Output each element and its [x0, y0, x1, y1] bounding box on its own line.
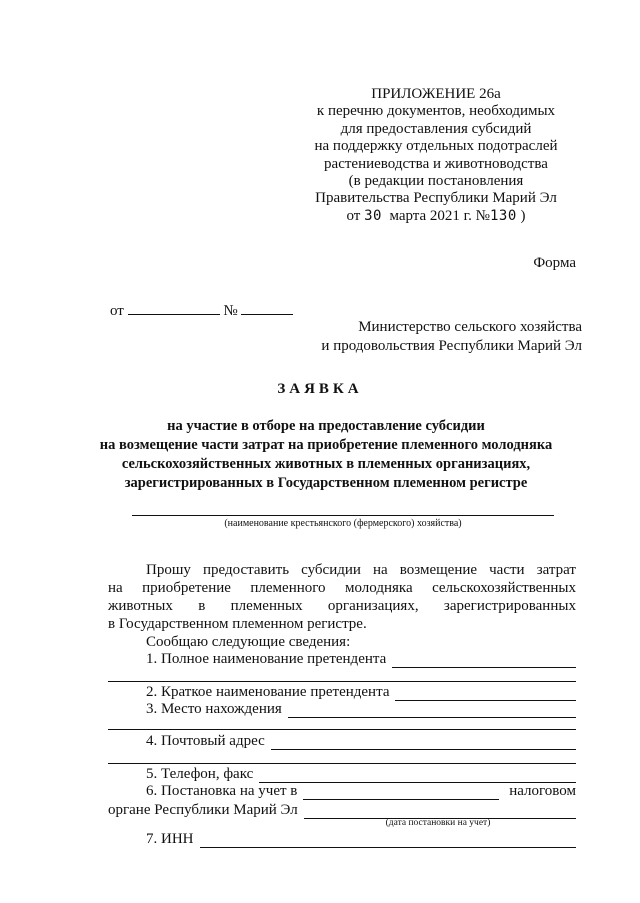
document-subtitle — [90, 417, 562, 493]
field-location — [108, 698, 576, 718]
number-blank[interactable] — [241, 302, 293, 315]
field-label: органе Республики Марий Эл — [108, 802, 298, 818]
registration-date-caption: (дата постановки на учет) — [385, 818, 491, 828]
word: племенных — [230, 598, 303, 614]
field-label: налоговом — [509, 783, 576, 799]
word: на — [108, 580, 123, 596]
number-sign: № — [223, 303, 238, 319]
subtitle-line: сельскохозяйственных животных в племенных организациях, — [121, 456, 531, 472]
date-suffix: ) — [520, 207, 526, 224]
field-label: 3. Место нахождения — [146, 701, 282, 717]
field-full-name — [108, 648, 576, 668]
date-day: 30 — [364, 207, 382, 224]
field-tax-registration-2 — [108, 799, 576, 819]
date-prefix: от — [346, 207, 361, 224]
word: затрат — [536, 562, 576, 578]
word: субсидии — [301, 562, 361, 578]
word: предоставить — [202, 562, 290, 578]
postal-address-blank[interactable] — [271, 735, 576, 750]
word: организациях, — [327, 598, 419, 614]
appendix-line: на поддержку отдельных подотраслей — [314, 138, 558, 155]
field-label: 2. Краткое наименование претендента — [146, 684, 390, 700]
field-label: 5. Телефон, факс — [146, 766, 254, 782]
field-label: 1. Полное наименование претендента — [146, 651, 387, 667]
appendix-line: для предоставления субсидий — [340, 120, 532, 137]
appendix-line: растениеводства и животноводства — [324, 155, 548, 172]
word: молодняка — [344, 580, 413, 596]
location-blank[interactable] — [288, 703, 576, 718]
request-line-4: в Государственном племенном регистре. — [108, 616, 367, 632]
addressee — [300, 318, 582, 356]
request-line-2 — [108, 579, 576, 597]
request-paragraph — [108, 561, 576, 651]
form-label: Форма — [533, 255, 576, 271]
word: на — [373, 562, 388, 578]
word: части — [489, 562, 525, 578]
appendix-header — [300, 86, 572, 225]
request-line-3 — [108, 597, 576, 615]
appendix-date-line — [300, 208, 572, 225]
field-label: 7. ИНН — [146, 831, 194, 847]
date-blank[interactable] — [128, 302, 220, 315]
field-label: 4. Почтовый адрес — [146, 733, 265, 749]
word: Прошу — [146, 562, 191, 578]
tax-authority-blank[interactable] — [303, 785, 499, 800]
appendix-line: ПРИЛОЖЕНИЕ 26а — [371, 86, 501, 102]
date-rest: марта 2021 г. № — [389, 207, 490, 224]
date-number: 130 — [489, 207, 517, 224]
request-line-1 — [108, 561, 576, 579]
registration-date-blank[interactable] — [304, 804, 576, 819]
field-tax-registration — [108, 780, 576, 800]
subtitle-line: зарегистрированных в Государственном племенном регистре — [124, 475, 528, 491]
word: возмещение — [399, 562, 478, 578]
word: приобретение — [142, 580, 231, 596]
word: сельскохозяйственных — [432, 580, 576, 596]
subtitle-line: на возмещение части затрат на приобретение племенного молодняка — [99, 437, 553, 453]
addressee-line: и продовольствия Республики Марий Эл — [321, 338, 582, 354]
appendix-line: к перечню документов, необходимых — [316, 103, 556, 120]
from-prefix: от — [110, 303, 124, 319]
inn-blank[interactable] — [200, 833, 577, 848]
field-postal-address — [108, 730, 576, 750]
info-intro: Сообщаю следующие сведения: — [146, 634, 351, 650]
document-title: ЗАЯВКА — [277, 381, 363, 397]
field-inn — [108, 828, 576, 848]
full-name-blank[interactable] — [392, 653, 576, 668]
addressee-line: Министерство сельского хозяйства — [358, 319, 582, 335]
farm-name-blank[interactable] — [132, 515, 554, 516]
word: в — [198, 598, 206, 614]
appendix-line: (в редакции постановления — [348, 173, 524, 190]
word: животных — [108, 598, 173, 614]
appendix-line: Правительства Республики Марий Эл — [315, 190, 557, 207]
subtitle-line: на участие в отборе на предоставление субсидии — [167, 418, 485, 434]
word: племенного — [250, 580, 326, 596]
field-label: 6. Постановка на учет в — [146, 783, 298, 799]
from-number-line — [110, 302, 293, 320]
farm-name-caption: (наименование крестьянского (фермерского) хозяйства) — [224, 518, 462, 529]
word: зарегистрированных — [443, 598, 576, 614]
